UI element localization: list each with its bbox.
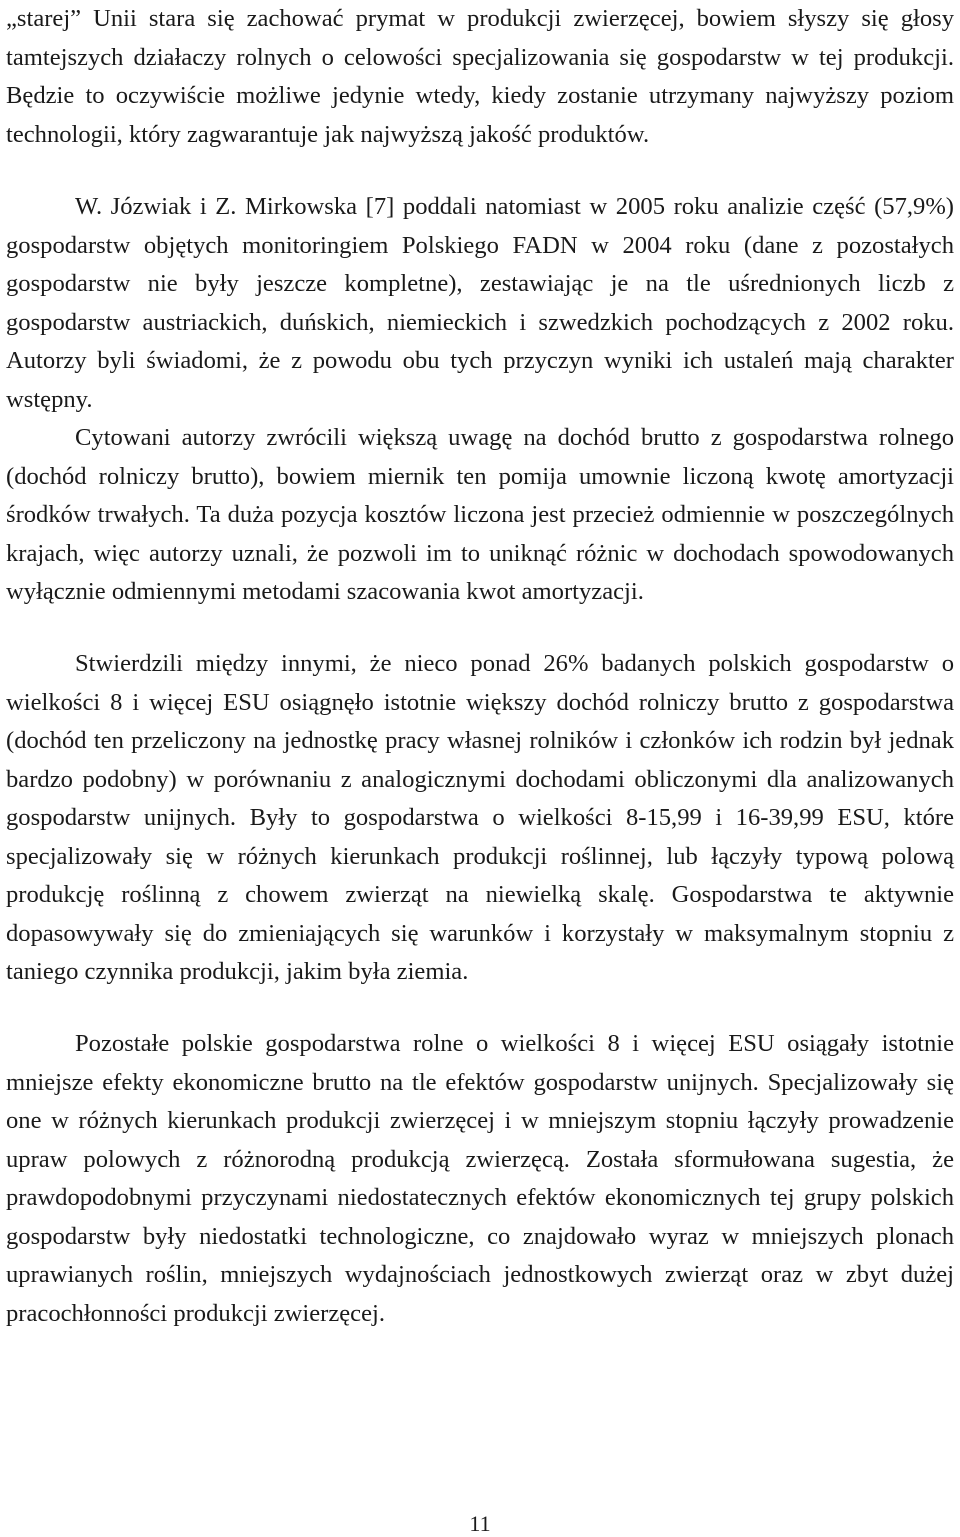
paragraph-text: „starej” Unii stara się zachować prymat w produkcji zwierzęcej, bowiem słyszy się głosy tamtejszych działaczy rolnych o celowości specjalizowania się gospodarstw w tej produkcji. Będzie to oczywiście możliwe jedynie wtedy, kiedy zostanie utrzymany najwyższy poziom technologii, który zagwarantuje jak najwyższą jakość produktów.	[6, 5, 954, 148]
paragraph-2	[6, 188, 954, 419]
paragraph-1	[6, 0, 954, 154]
paragraph-3	[6, 419, 954, 612]
paragraph-5	[6, 1025, 954, 1333]
paragraph-text: W. Józwiak i Z. Mirkowska [7] poddali natomiast w 2005 roku analizie część (57,9%) gospodarstw objętych monitoringiem Polskiego FADN w 2004 roku (dane z pozostałych gospodarstw nie były jeszcze kompletne), zestawiając je na tle uśrednionych liczb z gospodarstw austriackich, duńskich, niemieckich i szwedzkich pochodzących z 2002 roku. Autorzy byli świadomi, że z powodu obu tych przyczyn wyniki ich ustaleń mają charakter wstępny.	[6, 193, 954, 413]
paragraph-text: Stwierdzili między innymi, że nieco ponad 26% badanych polskich gospodarstw o wielkości 8 i więcej ESU osiągnęło istotnie większy dochód rolniczy brutto z gospodarstwa (dochód ten przeliczony na jednostkę pracy własnej rolników i członków ich rodzin był jednak bardzo podobny) w porównaniu z analogicznymi dochodami obliczonymi dla analizowanych gospodarstw unijnych. Były to gospodarstwa o wielkości 8-15,99 i 16-39,99 ESU, które specjalizowały się w różnych kierunkach produkcji roślinnej, lub łączyły typową polową produkcję roślinną z chowem zwierząt na niewielką skalę. Gospodarstwa te aktywnie dopasowywały się do zmieniających się warunków i korzystały w maksymalnym stopniu z taniego czynnika produkcji, jakim była ziemia.	[6, 650, 954, 985]
paragraph-text: Pozostałe polskie gospodarstwa rolne o wielkości 8 i więcej ESU osiągały istotnie mniejsze efekty ekonomiczne brutto na tle efektów gospodarstw unijnych. Specjalizowały się one w różnych kierunkach produkcji zwierzęcej i w mniejszym stopniu łączyły prowadzenie upraw polowych z różnorodną produkcją zwierzęcą. Została sformułowana sugestia, że prawdopodobnymi przyczynami niedostatecznych efektów ekonomicznych tej grupy polskich gospodarstw były niedostatki technologiczne, co znajdowało wyraz w mniejszych plonach uprawianych roślin, mniejszych wydajnościach jednostkowych zwierząt oraz w zbyt dużej pracochłonności produkcji zwierzęcej.	[6, 1030, 954, 1327]
paragraph-4	[6, 645, 954, 992]
page-number: 11	[469, 1511, 491, 1536]
paragraph-text: Cytowani autorzy zwrócili większą uwagę na dochód brutto z gospodarstwa rolnego (dochód rolniczy brutto), bowiem miernik ten pomija umownie liczoną kwotę amortyzacji środków trwałych. Ta duża pozycja kosztów liczona jest przecież odmiennie w poszczególnych krajach, więc autorzy uznali, że pozwoli im to uniknąć różnic w dochodach spowodowanych wyłącznie odmiennymi metodami szacowania kwot amortyzacji.	[6, 424, 954, 605]
